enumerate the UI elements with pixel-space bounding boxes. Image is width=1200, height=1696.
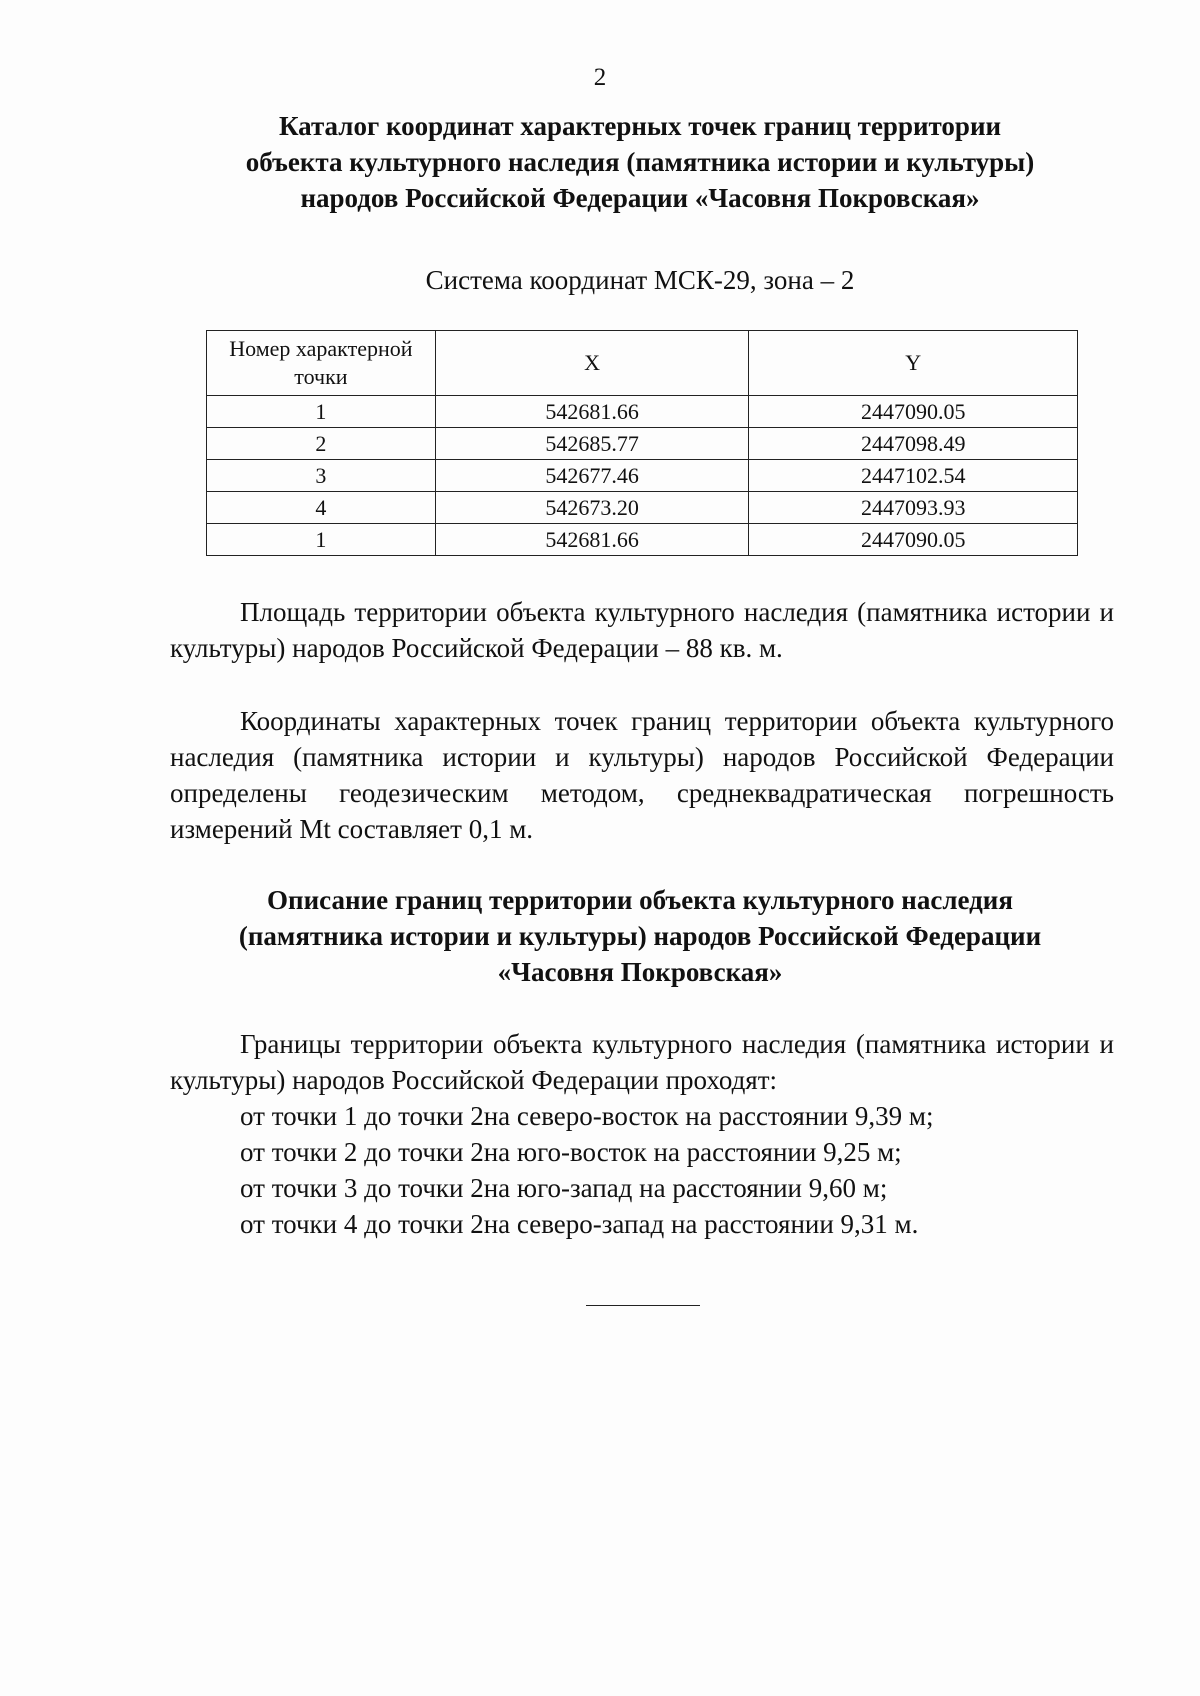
- catalog-title: [170, 108, 1110, 216]
- subtitle-line: Описание границ территории объекта культурного наследия: [267, 885, 1013, 915]
- table-row: [207, 460, 1078, 492]
- catalog-title-line: объекта культурного наследия (памятника истории и культуры): [245, 147, 1035, 177]
- coordinate-system-label: Система координат МСК-29, зона – 2: [425, 265, 855, 295]
- cell-y: 2447090.05: [749, 396, 1078, 428]
- cell-x: 542677.46: [435, 460, 749, 492]
- subtitle-line: (памятника истории и культуры) народов Российской Федерации: [238, 921, 1042, 951]
- list-item: от точки 4 до точки 2на северо-запад на расстоянии 9,31 м.: [240, 1209, 919, 1239]
- bounds-paragraph: Границы территории объекта культурного наследия (памятника истории и культуры) народов Российской Федерации проходят:: [170, 1029, 1114, 1095]
- cell-x: 542681.66: [435, 396, 749, 428]
- end-divider: [586, 1305, 700, 1306]
- area-paragraph: Площадь территории объекта культурного наследия (памятника истории и культуры) народов Российской Федерации – 88 кв. м.: [170, 597, 1114, 663]
- cell-x: 542673.20: [435, 492, 749, 524]
- list-item: от точки 2 до точки 2на юго-восток на расстоянии 9,25 м;: [240, 1137, 902, 1167]
- table-row: [207, 524, 1078, 556]
- table-row: [207, 492, 1078, 524]
- cell-point: 1: [207, 524, 436, 556]
- cell-point: 3: [207, 460, 436, 492]
- cell-y: 2447090.05: [749, 524, 1078, 556]
- boundary-segments-list: [240, 1098, 933, 1242]
- page-number: 2: [593, 64, 607, 91]
- table-row: [207, 396, 1078, 428]
- list-item: от точки 1 до точки 2на северо-восток на расстоянии 9,39 м;: [240, 1101, 934, 1131]
- coordinates-table: [206, 330, 1078, 556]
- catalog-title-line: народов Российской Федерации «Часовня Покровская»: [300, 183, 980, 213]
- cell-y: 2447102.54: [749, 460, 1078, 492]
- cell-x: 542681.66: [435, 524, 749, 556]
- cell-point: 1: [207, 396, 436, 428]
- header-x: X: [435, 331, 749, 396]
- table-row: [207, 428, 1078, 460]
- header-y: Y: [749, 331, 1078, 396]
- catalog-title-line: Каталог координат характерных точек границ территории: [278, 111, 1002, 141]
- list-item: от точки 3 до точки 2на юго-запад на расстоянии 9,60 м;: [240, 1173, 888, 1203]
- subtitle-line: «Часовня Покровская»: [497, 957, 783, 987]
- cell-y: 2447098.49: [749, 428, 1078, 460]
- cell-point: 4: [207, 492, 436, 524]
- header-point-number: Номер характерной точки: [207, 331, 436, 396]
- cell-y: 2447093.93: [749, 492, 1078, 524]
- cell-point: 2: [207, 428, 436, 460]
- table-header-row: [207, 331, 1078, 396]
- boundary-description-title: [170, 882, 1110, 990]
- cell-x: 542685.77: [435, 428, 749, 460]
- method-paragraph: Координаты характерных точек границ территории объекта культурного наследия (памятника истории и культуры) народов Российской Федерации определены геодезическим методом, среднеквадратическая погрешность измерений Mt составляет 0,1 м.: [170, 706, 1114, 844]
